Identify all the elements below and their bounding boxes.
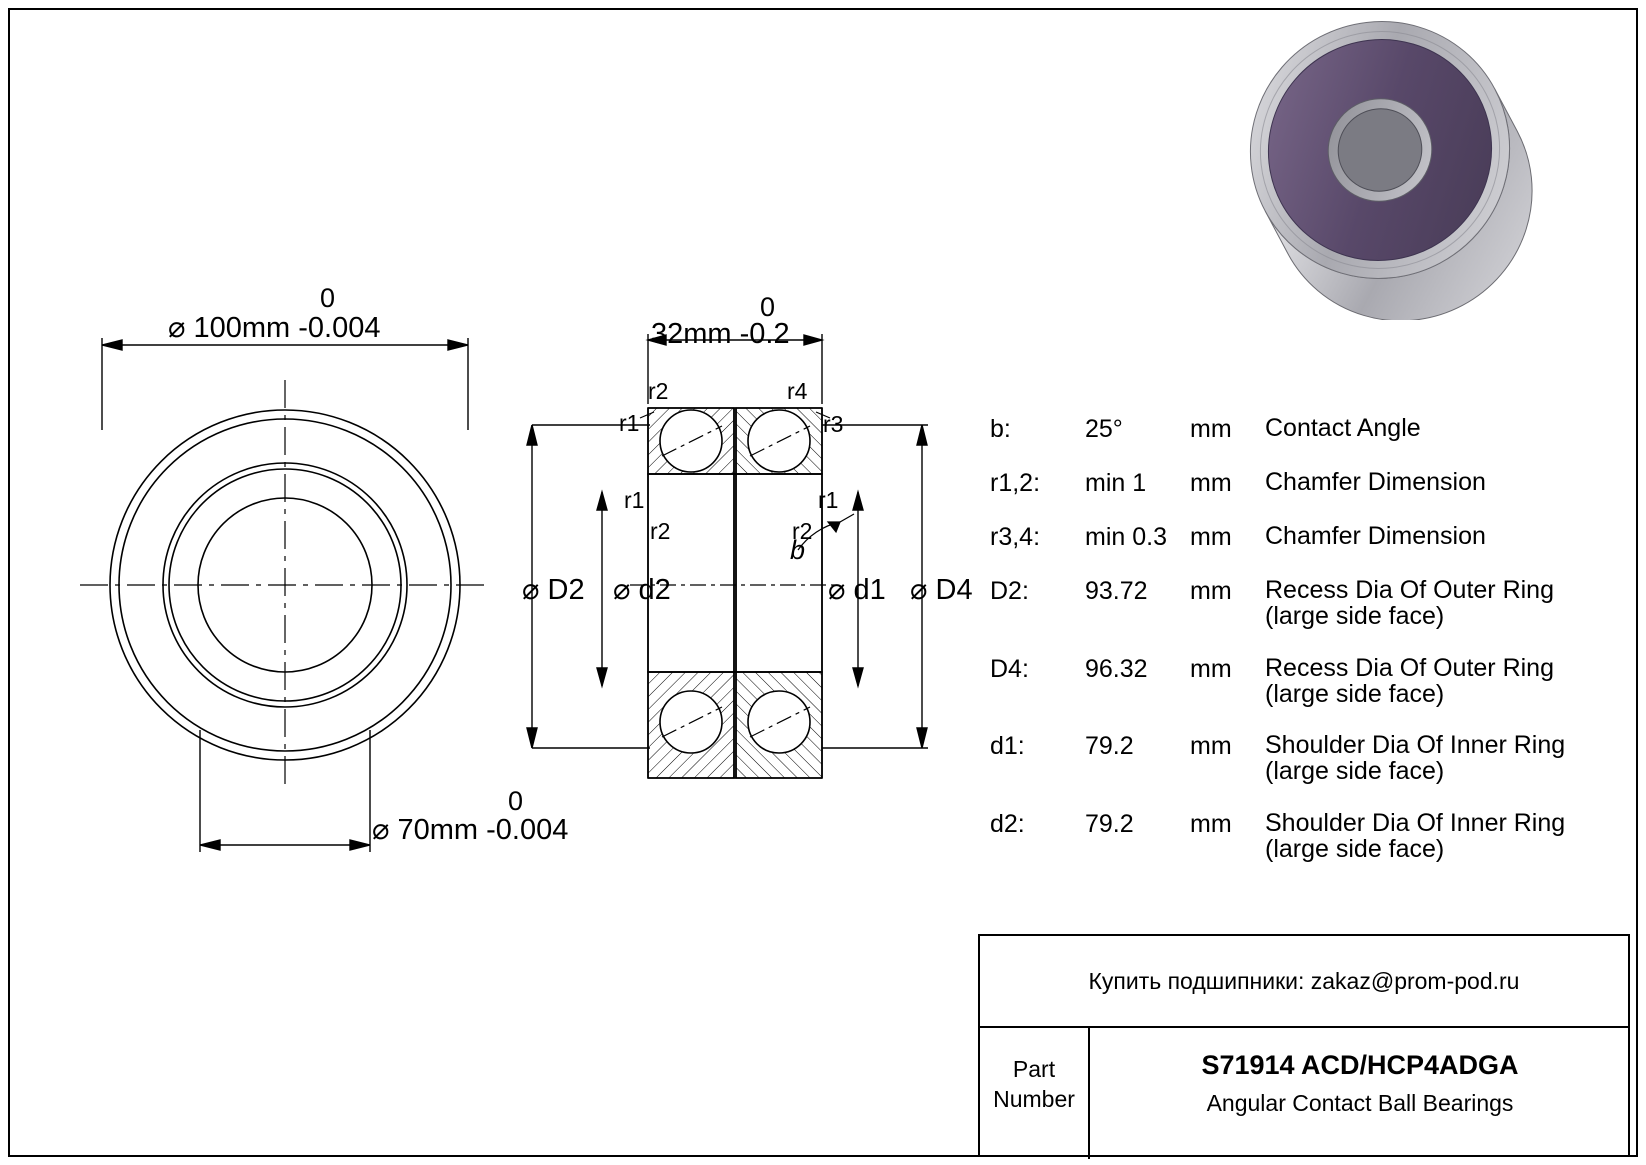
label-contact-angle: b — [790, 535, 806, 565]
spec-row — [990, 810, 1590, 863]
part-number: S71914 ACD/HCP4ADGA — [1201, 1050, 1519, 1080]
spec-unit: mm — [1190, 809, 1232, 838]
label-r2-top-left: r2 — [648, 378, 669, 404]
spec-row — [990, 523, 1590, 552]
bearing-type: Angular Contact Ball Bearings — [1206, 1090, 1514, 1116]
spec-symbol: d2: — [990, 809, 1025, 838]
width-dimension: 32mm -0.2 — [651, 318, 790, 350]
label-r3-right: r3 — [823, 411, 844, 437]
spec-value: 93.72 — [1085, 577, 1148, 605]
front-inner-dimension: ⌀ 70mm -0.004 — [372, 814, 569, 846]
label-r2-inner-right: r2 — [792, 518, 813, 544]
label-r1-inner-left: r1 — [624, 487, 645, 513]
spec-unit: mm — [1190, 654, 1232, 683]
spec-value: 96.32 — [1085, 654, 1148, 683]
spec-description-2: (large side face) — [1265, 834, 1445, 863]
spec-description: Contact Angle — [1265, 414, 1421, 442]
spec-row — [990, 732, 1590, 785]
spec-description-2: (large side face) — [1265, 757, 1445, 786]
section-view — [510, 300, 990, 920]
part-number-value — [1090, 1028, 1630, 1159]
label-D4: ⌀ D4 — [910, 574, 973, 606]
spec-row — [990, 655, 1590, 708]
spec-value: 25° — [1085, 415, 1123, 443]
title-block — [978, 934, 1630, 1157]
spec-symbol: D4: — [990, 654, 1029, 683]
front-outer-tolerance-top: 0 — [320, 283, 336, 313]
spec-row — [990, 469, 1590, 498]
spec-value: 79.2 — [1085, 809, 1134, 838]
width-tolerance-top: 0 — [760, 292, 776, 322]
spec-description: Recess Dia Of Outer Ring — [1265, 653, 1554, 682]
label-r1-left: r1 — [619, 410, 640, 436]
label-r4-top-right: r4 — [787, 378, 808, 404]
part-label-line-2: Number — [993, 1086, 1075, 1112]
label-d2: ⌀ d2 — [613, 574, 671, 606]
spec-description: Chamfer Dimension — [1265, 468, 1486, 496]
spec-row — [990, 415, 1590, 444]
label-r2-inner-left: r2 — [650, 518, 671, 544]
part-number-label — [980, 1028, 1090, 1159]
spec-unit: mm — [1190, 577, 1232, 605]
spec-value: min 0.3 — [1085, 523, 1167, 551]
label-D2: ⌀ D2 — [522, 574, 585, 606]
part-label-line-1: Part — [1012, 1056, 1056, 1082]
spec-symbol: D2: — [990, 577, 1029, 605]
contact-email-line: Купить подшипники: zakaz@prom-pod.ru — [1088, 968, 1520, 994]
title-block-contact — [980, 936, 1628, 1028]
spec-symbol: d1: — [990, 732, 1025, 760]
bearing-3d-render — [1190, 20, 1610, 320]
spec-symbol: r1,2: — [990, 469, 1041, 497]
spec-value: 79.2 — [1085, 732, 1134, 760]
spec-symbol: r3,4: — [990, 523, 1041, 551]
spec-symbol: b: — [990, 415, 1011, 443]
spec-unit: mm — [1190, 523, 1232, 551]
label-d1: ⌀ d1 — [828, 574, 886, 606]
spec-description: Shoulder Dia Of Inner Ring — [1265, 731, 1566, 759]
spec-description-2: (large side face) — [1265, 679, 1445, 708]
spec-description: Shoulder Dia Of Inner Ring — [1265, 808, 1566, 837]
spec-unit: mm — [1190, 732, 1232, 760]
spec-unit: mm — [1190, 469, 1232, 497]
spec-unit: mm — [1190, 415, 1232, 443]
specification-table — [990, 415, 1590, 887]
spec-description: Chamfer Dimension — [1265, 522, 1486, 550]
spec-description-2: (large side face) — [1265, 602, 1445, 631]
spec-description: Recess Dia Of Outer Ring — [1265, 576, 1554, 604]
label-r1-inner-right: r1 — [818, 487, 839, 513]
spec-row — [990, 577, 1590, 630]
spec-value: min 1 — [1085, 469, 1147, 497]
front-inner-tolerance-top: 0 — [508, 786, 524, 816]
front-outer-dimension: ⌀ 100mm -0.004 — [168, 312, 381, 344]
